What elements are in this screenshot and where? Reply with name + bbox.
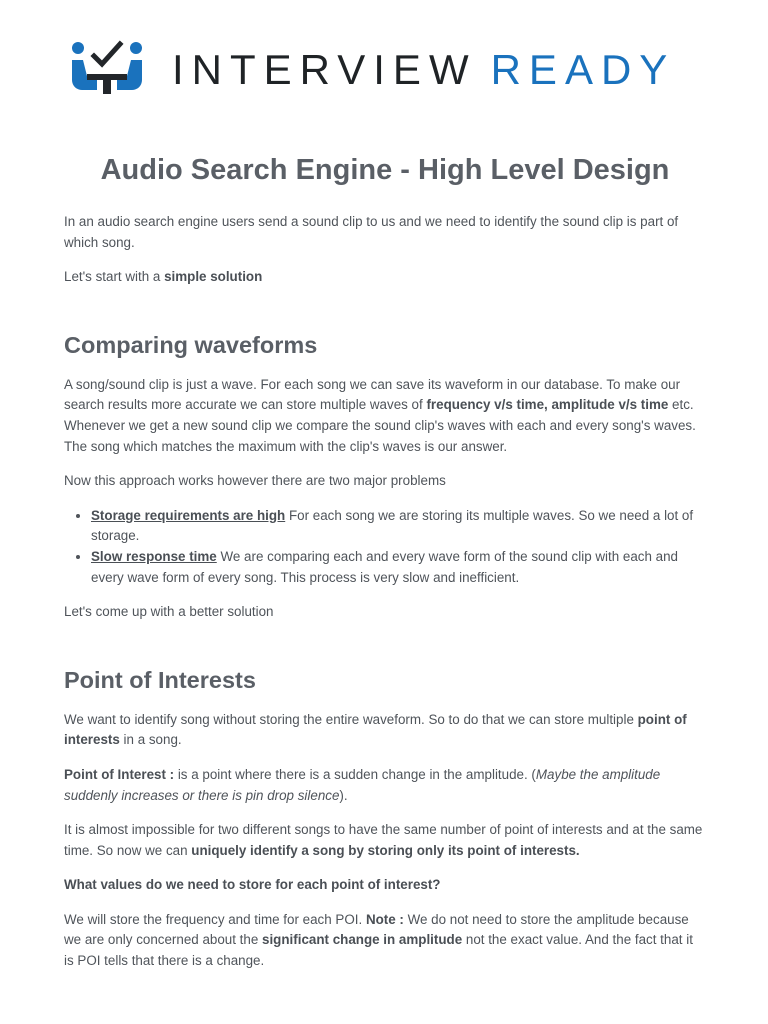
start-text: Let's start with a: [64, 269, 165, 285]
problems-list: [64, 506, 706, 588]
page-title: Audio Search Engine - High Level Design: [100, 154, 670, 186]
poi-intro-a: We want to identify song without storing the entire waveform. So to do that we can store multiple: [64, 711, 638, 727]
interview-ready-logo-icon: [70, 40, 144, 98]
brand-word-interview: INTERVIEW: [172, 46, 477, 93]
brand-wordmark: [172, 46, 675, 94]
document-body: [64, 150, 706, 986]
list-item: [91, 506, 706, 547]
problem-title: Slow response time: [91, 548, 217, 564]
list-item: [91, 547, 706, 588]
problems-intro: Now this approach works however there are two major problems: [64, 473, 446, 489]
unique-text-a: It is almost impossible for two different songs to have the same number of point of interests and at the same time. So now we can: [64, 822, 703, 858]
heading-point-of-interests: Point of Interests: [64, 666, 256, 693]
simple-solution-text: simple solution: [164, 269, 263, 285]
poi-intro-bold: point of interests: [64, 711, 687, 748]
poi-intro-paragraph: [64, 710, 706, 751]
unique-paragraph: [64, 820, 706, 861]
intro-paragraph: In an audio search engine users send a sound clip to us and we need to identify the sound clip is part of which song.: [64, 214, 679, 250]
problem-text: For each song we are storing its multiple waves. So we need a lot of storage.: [91, 507, 694, 544]
waveform-bold: frequency v/s time, amplitude v/s time: [426, 397, 669, 413]
unique-bold: uniquely identify a song by storing only its point of interests.: [191, 842, 580, 858]
waveform-text-a: A song/sound clip is just a wave. For each song we can save its waveform in our database. To make our search results more accurate we can store multiple waves of: [64, 376, 681, 413]
store-text-a: We will store the frequency and time for each POI.: [64, 911, 366, 927]
poi-def-italic: Maybe the amplitude suddenly increases or there is pin drop silence: [64, 766, 661, 803]
problem-text: We are comparing each and every wave form of the sound clip with each and every wave form of every song. This process is very slow and inefficient.: [91, 548, 679, 585]
brand-word-ready: READY: [490, 46, 676, 93]
problem-title: Storage requirements are high: [91, 507, 286, 523]
heading-comparing-waveforms: Comparing waveforms: [64, 331, 318, 358]
better-solution-paragraph: Let's come up with a better solution: [64, 604, 274, 620]
poi-def-c: ).: [339, 787, 348, 803]
brand-header: [70, 40, 700, 100]
poi-definition-paragraph: [64, 765, 706, 806]
question-text: What values do we need to store for each point of interest?: [64, 877, 441, 893]
store-text-b: We do not need to store the amplitude because we are only concerned about the: [64, 911, 689, 948]
waveform-text-c: etc. Whenever we get a new sound clip we compare the sound clip's waves with each and every song's waves. The song which matches the maximum with the clip's waves is our answer.: [64, 397, 696, 454]
store-text-c: not the exact value. And the fact that it is POI tells that there is a change.: [64, 932, 693, 969]
store-paragraph: [64, 910, 706, 972]
question-paragraph: [64, 875, 706, 896]
note-label: Note :: [365, 911, 404, 927]
poi-intro-c: in a song.: [119, 732, 182, 748]
start-paragraph: [64, 267, 706, 288]
poi-label: Point of Interest :: [64, 766, 175, 782]
waveform-paragraph: [64, 375, 706, 457]
poi-def-a: is a point where there is a sudden change in the amplitude. (: [174, 766, 536, 782]
store-bold: significant change in amplitude: [262, 932, 463, 948]
